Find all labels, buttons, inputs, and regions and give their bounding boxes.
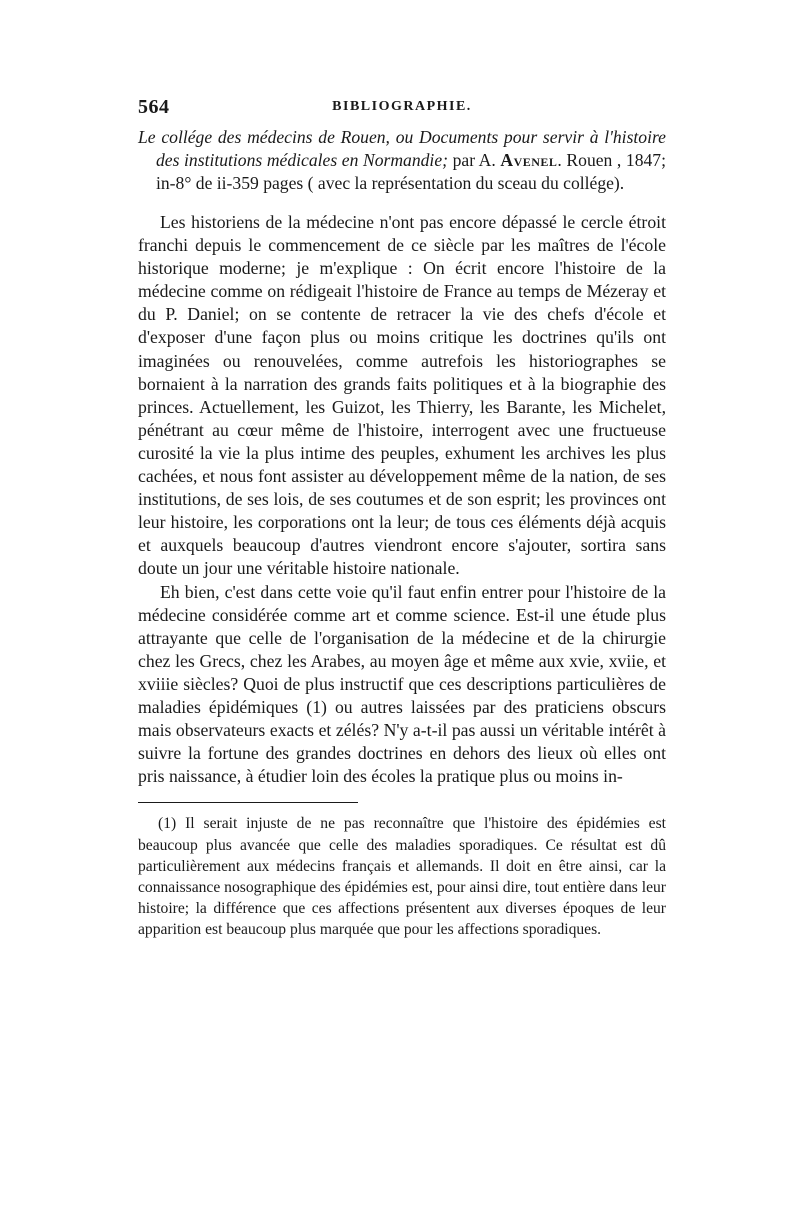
page-number: 564 [138, 96, 170, 118]
reference-by: par A. [448, 150, 501, 170]
paragraph-2: Eh bien, c'est dans cette voie qu'il faut enfin entrer pour l'histoire de la médecine considérée comme art et comme science. Est-il une étude plus attrayante que celle de l'organisation de la médecine et de la chirurgie chez les Grecs, chez les Arabes, au moyen âge et même aux xvie, xviie, et xviiie siècles? Quoi de plus instructif que ces descriptions particulières de maladies épidémiques (1) ou autres laissées par des praticiens obscurs mais observateurs exacts et zélés? N'y a-t-il pas aussi un véritable intérêt à suivre la fortune des grandes doctrines en dehors des lieux où elles ont pris naissance, à étudier loin des écoles la pratique plus ou moins in- [138, 581, 666, 787]
paragraph-1: Les historiens de la médecine n'ont pas encore dépassé le cercle étroit franchi depuis le commencement de ce siècle par les maîtres de l'école historique moderne; je m'explique : On écrit encore l'histoire de la médecine comme on rédigeait l'histoire de France au temps de Mézeray et du P. Daniel; on se contente de retracer la vie des chefs d'école et d'exposer d'une façon plus ou moins critique les doctrines qu'ils ont imaginées ou renouvelées, comme autrefois les historiographes se bornaient à la narration des grands faits politiques et à la biographie des princes. Actuellement, les Guizot, les Thierry, les Barante, les Michelet, pénétrant au cœur même de l'histoire, interrogent avec une fructueuse curosité la vie la plus intime des peuples, exhument les archives les plus cachées, et nous font assister au développement même de la nation, de ses institutions, de ses lois, de ses coutumes et de son esprit; les provinces ont leur histoire, les corporations ont la leur; de tous ces éléments déjà acquis et auxquels beaucoup d'autres viendront encore s'ajouter, sortira sans doute un jour une véritable histoire nationale. [138, 212, 666, 579]
book-page [138, 96, 666, 941]
reference-title: Le collége des médecins de Rouen, ou Documents pour servir à l'histoire des institutions médicales en Normandie; [138, 127, 666, 170]
reference-details: . Rouen , 1847; in-8° de ii-359 pages ( avec la représentation du sceau du collége). [156, 150, 666, 193]
body-text [138, 211, 666, 788]
footnote: (1) Il serait injuste de ne pas reconnaître que l'histoire des épidémies est beaucoup plus avancée que celle des maladies sporadiques. Ce résultat est dû particulièrement aux médecins français et allemands. Il doit en être ainsi, car la connaissance nosographique des épidémies est, pour ainsi dire, tout entière dans leur histoire; la différence que ces affections présentent aux diverses époques de leur apparition est beaucoup plus marquée que pour les affections sporadiques. [138, 815, 666, 939]
bibliographic-reference [138, 126, 666, 195]
running-head: BIBLIOGRAPHIE. [332, 99, 472, 114]
reference-author: Avenel [500, 150, 558, 170]
footnote-divider [138, 802, 358, 803]
page-header [138, 96, 666, 122]
